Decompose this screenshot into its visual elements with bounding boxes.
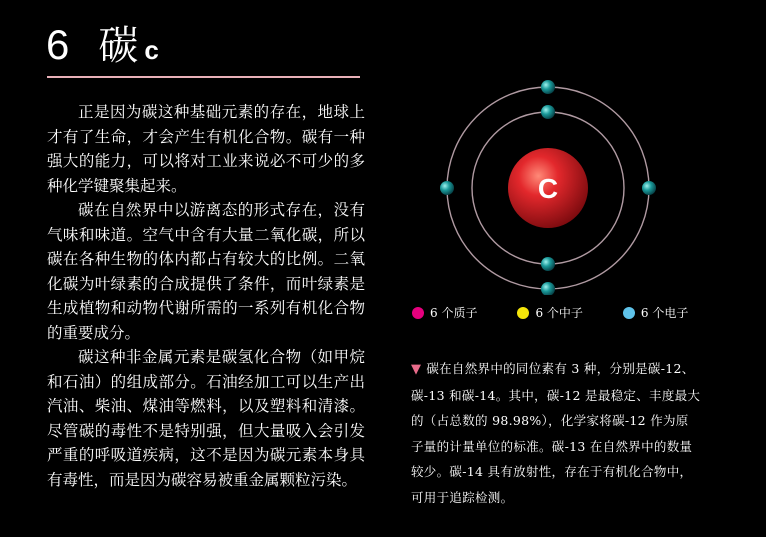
paragraph-1: 正是因为碳这种基础元素的存在，地球上才有了生命，才会产生有机化合物。碳有一种强大的能力，可以将对工业来说必不可少的多种化学键聚集起来。: [47, 103, 365, 195]
legend-label: 6 个电子: [640, 306, 689, 320]
note-text: 碳在自然界中的同位素有 3 种，分别是碳-12、碳-13 和碳-14。其中，碳-12 是最稳定、丰度最大的（占总数的 98.98%），化学家将碳-12 作为原子量的计量单位的标准。碳-13 在自然界中的数量较少。碳-14 具有放射性，存在于有机化合物中，可用于追踪检测。: [411, 361, 701, 505]
legend: [412, 304, 728, 321]
legend-protons: [412, 304, 477, 321]
legend-label: 6 个质子: [430, 306, 478, 320]
electron: [642, 181, 656, 195]
paragraph-2: 碳在自然界中以游离态的形式存在，没有气味和味道。空气中含有大量二氧化碳，所以碳在各种生物的体内都占有较大的比例。二氧化碳为叶绿素的合成提供了条件，而叶绿素是生成植物和动物代谢所需的一系列有机化合物的重要成分。: [47, 201, 365, 342]
electron: [440, 181, 454, 195]
element-title: [46, 14, 159, 69]
legend-neutrons: [517, 304, 582, 321]
electron: [541, 257, 555, 271]
legend-electrons: [623, 304, 688, 321]
nucleus-symbol: C: [537, 173, 559, 204]
electron: [541, 80, 555, 94]
element-symbol: c: [144, 35, 159, 65]
proton-dot-icon: [412, 307, 424, 319]
isotope-note: [411, 356, 701, 510]
paragraph-3: 碳这种非金属元素是碳氢化合物（如甲烷和石油）的组成部分。石油经加工可以生产出汽油、柴油、煤油等燃料，以及塑料和清漆。尽管碳的毒性不是特别强，但大量吸入会引发严重的呼吸道疾病，这不是因为碳元素本身具有毒性，而是因为碳容易被重金属颗粒污染。: [47, 348, 365, 489]
body-text: [47, 100, 365, 492]
electron: [541, 282, 555, 295]
legend-label: 6 个中子: [535, 306, 583, 320]
triangle-down-icon: ▼: [411, 362, 422, 377]
neutron-dot-icon: [517, 307, 529, 319]
element-name: 碳: [98, 23, 139, 69]
electron: [541, 105, 555, 119]
title-underline: [47, 76, 360, 78]
atomic-number: 6: [46, 21, 71, 68]
electron-dot-icon: [623, 307, 635, 319]
atom-diagram: [430, 80, 670, 295]
